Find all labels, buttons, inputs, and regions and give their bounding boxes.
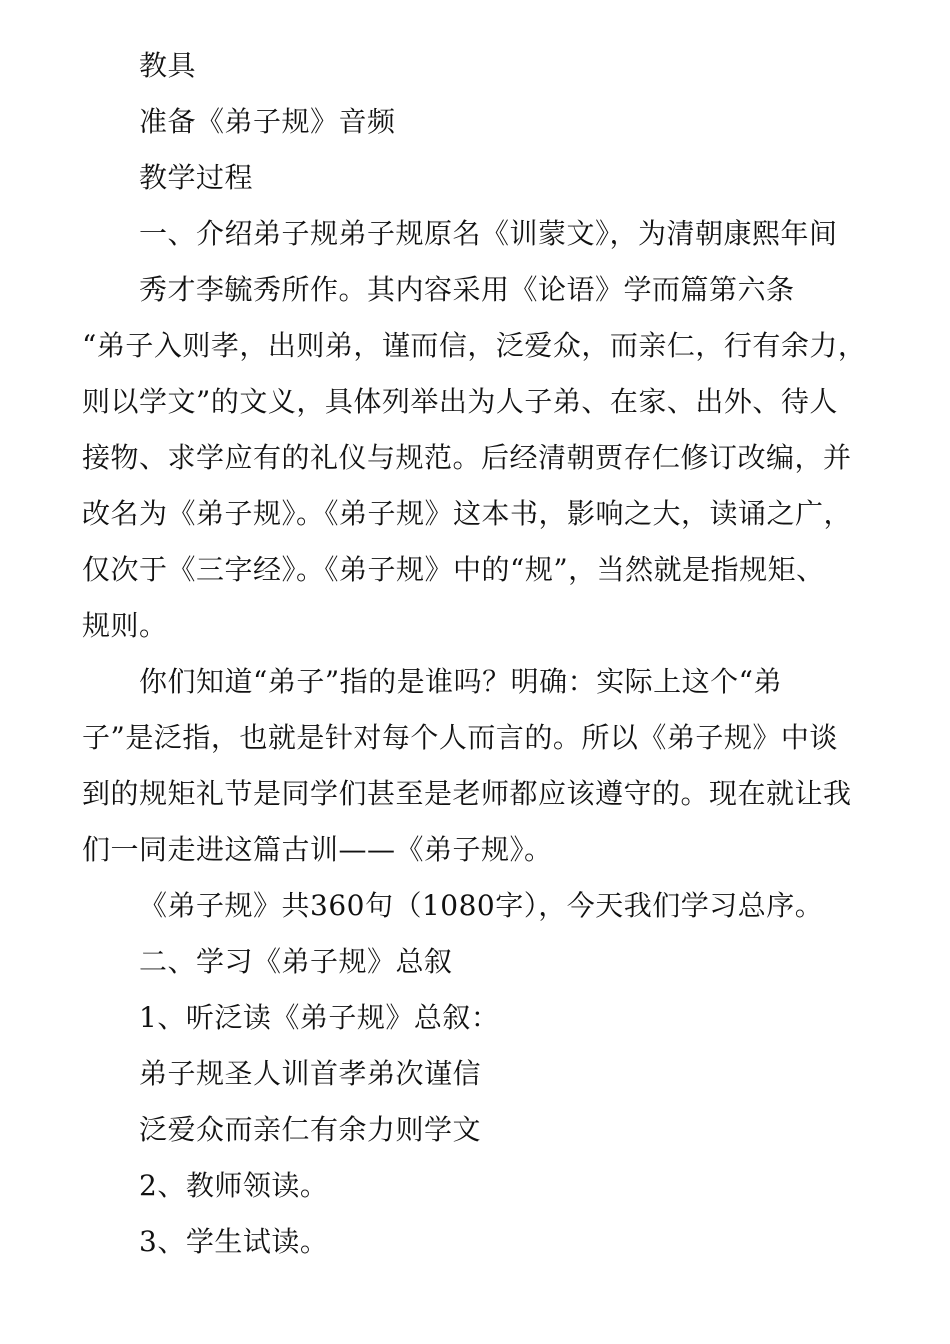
text-line: 教具 <box>139 49 197 82</box>
text-line: 你们知道“弟子”指的是谁吗？明确：实际上这个“弟 <box>139 665 782 698</box>
text-line: 秀才李毓秀所作。其内容采用《论语》学而篇第六条 <box>139 273 795 306</box>
text-line: 弟子规圣人训首孝弟次谨信 <box>139 1057 482 1090</box>
text-line: 仅次于《三字经》。《弟子规》中的“规”，当然就是指规矩、 <box>82 553 825 586</box>
text-line: 3、学生试读。 <box>139 1225 329 1258</box>
text-line: 接物、求学应有的礼仪与规范。后经清朝贾存仁修订改编，并 <box>82 441 852 474</box>
text-line: 《弟子规》共360句（1080字），今天我们学习总序。 <box>139 889 824 922</box>
text-line: 改名为《弟子规》。《弟子规》这本书，影响之大，读诵之广， <box>82 497 853 530</box>
text-line: 则以学文”的文义，具体列举出为人子弟、在家、出外、待人 <box>82 385 838 418</box>
text-line: 到的规矩礼节是同学们甚至是老师都应该遵守的。现在就让我 <box>82 777 852 810</box>
text-line: 二、学习《弟子规》总叙 <box>139 945 453 978</box>
text-line: 规则。 <box>82 609 168 642</box>
text-line: 教学过程 <box>139 161 254 194</box>
text-line: 子”是泛指，也就是针对每个人而言的。所以《弟子规》中谈 <box>82 721 838 754</box>
text-line: 们一同走进这篇古训——《弟子规》。 <box>82 833 553 866</box>
text-line: 1、听泛读《弟子规》总叙： <box>139 1001 500 1034</box>
text-line: 泛爱众而亲仁有余力则学文 <box>139 1113 482 1146</box>
text-line: 一、介绍弟子规弟子规原名《训蒙文》，为清朝康熙年间 <box>139 217 838 250</box>
text-line: “弟子入则孝，出则弟，谨而信，泛爱众，而亲仁，行有余力， <box>82 329 867 362</box>
text-line: 准备《弟子规》音频 <box>139 105 396 138</box>
text-line: 2、教师领读。 <box>139 1169 329 1202</box>
